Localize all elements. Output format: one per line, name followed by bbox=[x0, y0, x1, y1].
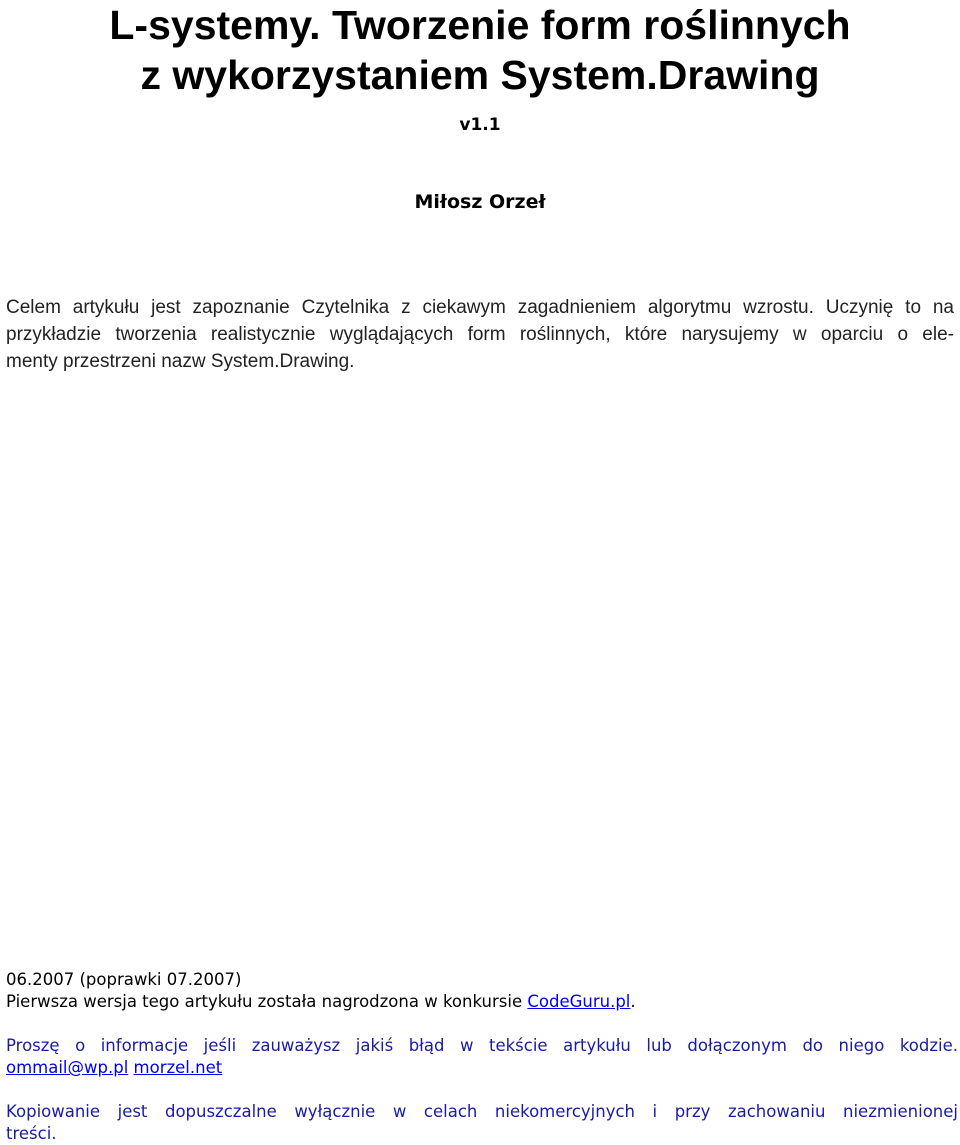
website-link[interactable]: morzel.net bbox=[133, 1058, 223, 1077]
abstract-line: Celem artykułu jest zapoznanie Czytelnika z ciekawym zagadnieniem algorytmu wzrostu. Uczynię to na bbox=[6, 297, 954, 318]
award-suffix: . bbox=[630, 992, 636, 1011]
copyright-notice-line-2: treści. bbox=[6, 1124, 57, 1143]
document-title bbox=[0, 0, 960, 100]
abstract-line: menty przestrzeni nazw System.Drawing. bbox=[6, 351, 355, 372]
contact-links bbox=[6, 1057, 958, 1079]
title-line-2: z wykorzystaniem System.Drawing bbox=[140, 52, 820, 98]
title-line-1: L-systemy. Tworzenie form roślinnych bbox=[109, 2, 851, 48]
abstract-paragraph bbox=[6, 294, 954, 375]
email-link[interactable]: ommail@wp.pl bbox=[6, 1058, 129, 1077]
error-report-request: Proszę o informacje jeśli zauważysz jakiś błąd w tekście artykułu lub dołączonym do niego kodzie. bbox=[6, 1036, 958, 1055]
award-text: Pierwsza wersja tego artykułu została nagrodzona w konkursie bbox=[6, 992, 528, 1011]
author-name: Miłosz Orzeł bbox=[414, 191, 546, 213]
version-label: v1.1 bbox=[459, 115, 501, 135]
abstract-line: przykładzie tworzenia realistycznie wyglądających form roślinnych, które narysujemy w oparciu o ele- bbox=[6, 324, 954, 345]
codeguru-link[interactable]: CodeGuru.pl bbox=[527, 992, 631, 1011]
date-line: 06.2007 (poprawki 07.2007) bbox=[6, 970, 242, 989]
award-line bbox=[6, 991, 958, 1013]
copyright-notice-line-1: Kopiowanie jest dopuszczalne wyłącznie w celach niekomercyjnych i przy zachowaniu niezmienionej bbox=[6, 1102, 958, 1121]
